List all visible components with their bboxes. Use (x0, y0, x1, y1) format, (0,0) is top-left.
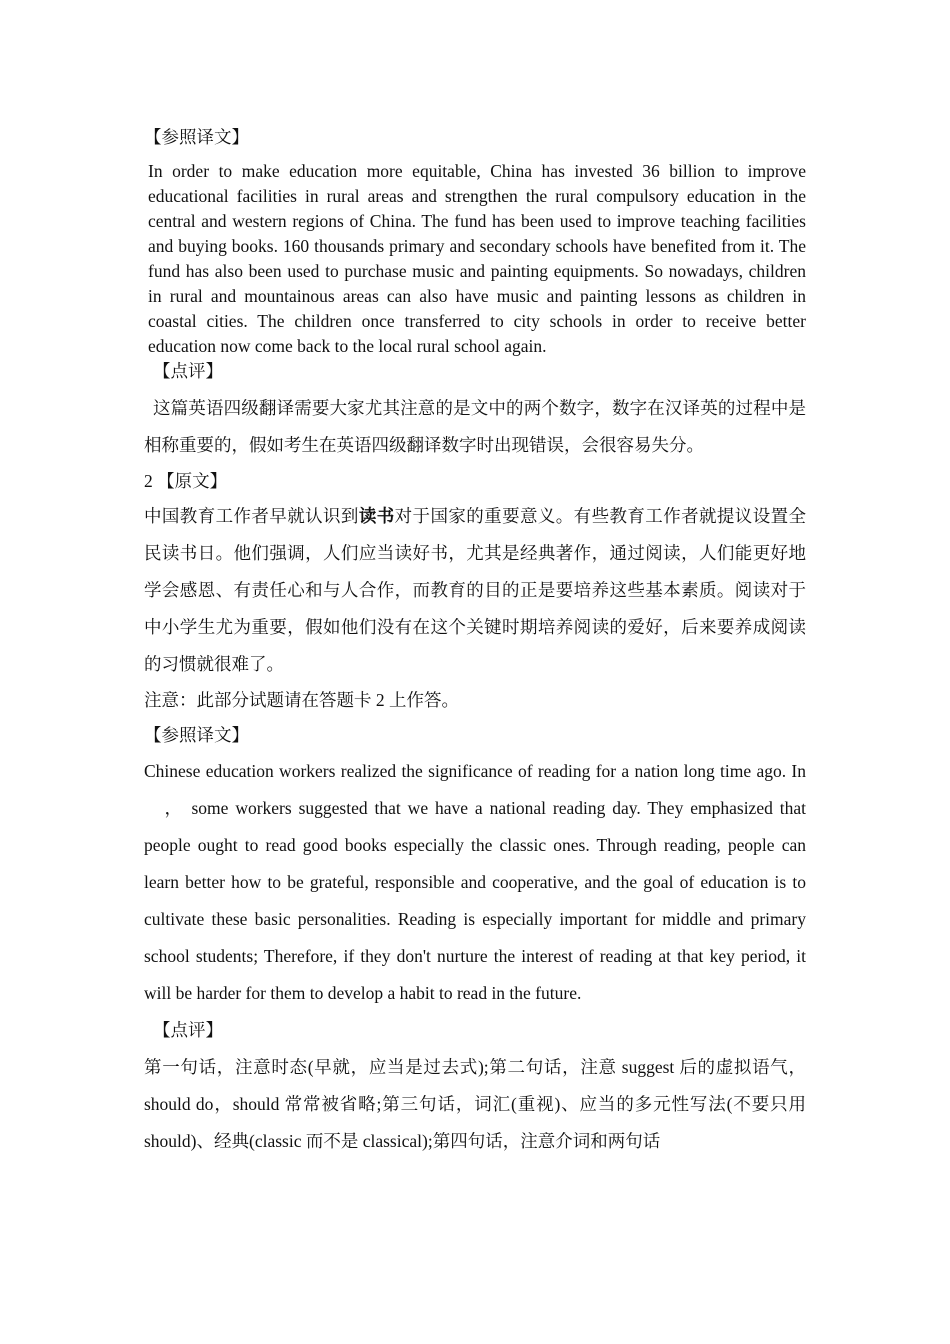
reference-translation-heading: 【参照译文】 (144, 127, 249, 147)
reference-translation-part-1: Chinese education workers realized the significance of reading for a nation long time ago. In (144, 761, 806, 781)
comment-heading: 【点评】 (153, 361, 223, 381)
document-page (144, 120, 806, 1160)
original-text-heading: 【原文】 (157, 471, 228, 491)
section-number: 2 (144, 471, 153, 491)
comment-heading-2: 【点评】 (153, 1020, 223, 1040)
reference-translation-text: In order to make education more equitable, China has invested 36 billion to improve educational facilities in rural areas and strengthen the rural compulsory education in the central and western regions of China. The fund has been used to improve teaching facilities and buying books. 160 thousands primary and secondary schools have benefited from it. The fund has also been used to purchase music and painting equipments. So nowadays, children in rural and mountainous areas can also have music and painting lessons as children in coastal cities. The children once transferred to city schools in order to receive better education now come back to the local rural school again. (148, 161, 806, 356)
original-chinese-text (144, 498, 806, 683)
comment-text-2: 第一句话，注意时态(早就，应当是过去式);第二句话，注意 suggest 后的虚拟语气，should do，should 常常被省略;第三句话，词汇(重视)、应当的多元性写法(不要只用 should)、经典(classic 而不是 classical);第四句话，注意介词和两句话 (144, 1057, 806, 1151)
original-text-part-1: 中国教育工作者早就认识到 (144, 506, 359, 526)
comment-text: 这篇英语四级翻译需要大家尤其注意的是文中的两个数字，数字在汉译英的过程中是相称重要的，假如考生在英语四级翻译数字时出现错误，会很容易失分。 (144, 398, 806, 455)
answer-sheet-note: 注意：此部分试题请在答题卡 2 上作答。 (144, 690, 459, 710)
section-2-heading (144, 464, 806, 498)
original-text-emphasis: 读书 (358, 506, 395, 526)
reference-translation-heading-2: 【参照译文】 (144, 725, 249, 745)
original-text-part-2: 对于国家的重要意义。有些教育工作者就提议设置全民读书日。他们强调，人们应当读好书，尤其是经典著作，通过阅读，人们能更好地学会感恩、有责任心和与人合作，而教育的目的正是要培养这些基本素质。阅读对于中小学生尤为重要，假如他们没有在这个关键时期培养阅读的爱好，后来要养成阅读的习惯就很难了。 (144, 506, 807, 674)
reference-translation-text-2 (144, 753, 806, 1012)
reference-translation-part-2: ， some workers suggested that we have a national reading day. They emphasized that people ought to read good books especially the classic ones. Through reading, people can learn better how to be grateful, responsible and cooperative, and the goal of education is to cultivate these basic personalities. Reading is especially important for middle and primary school students; Therefore, if they don't nurture the interest of reading at that key period, it will be harder for them to develop a habit to read in the future. (144, 798, 806, 1003)
